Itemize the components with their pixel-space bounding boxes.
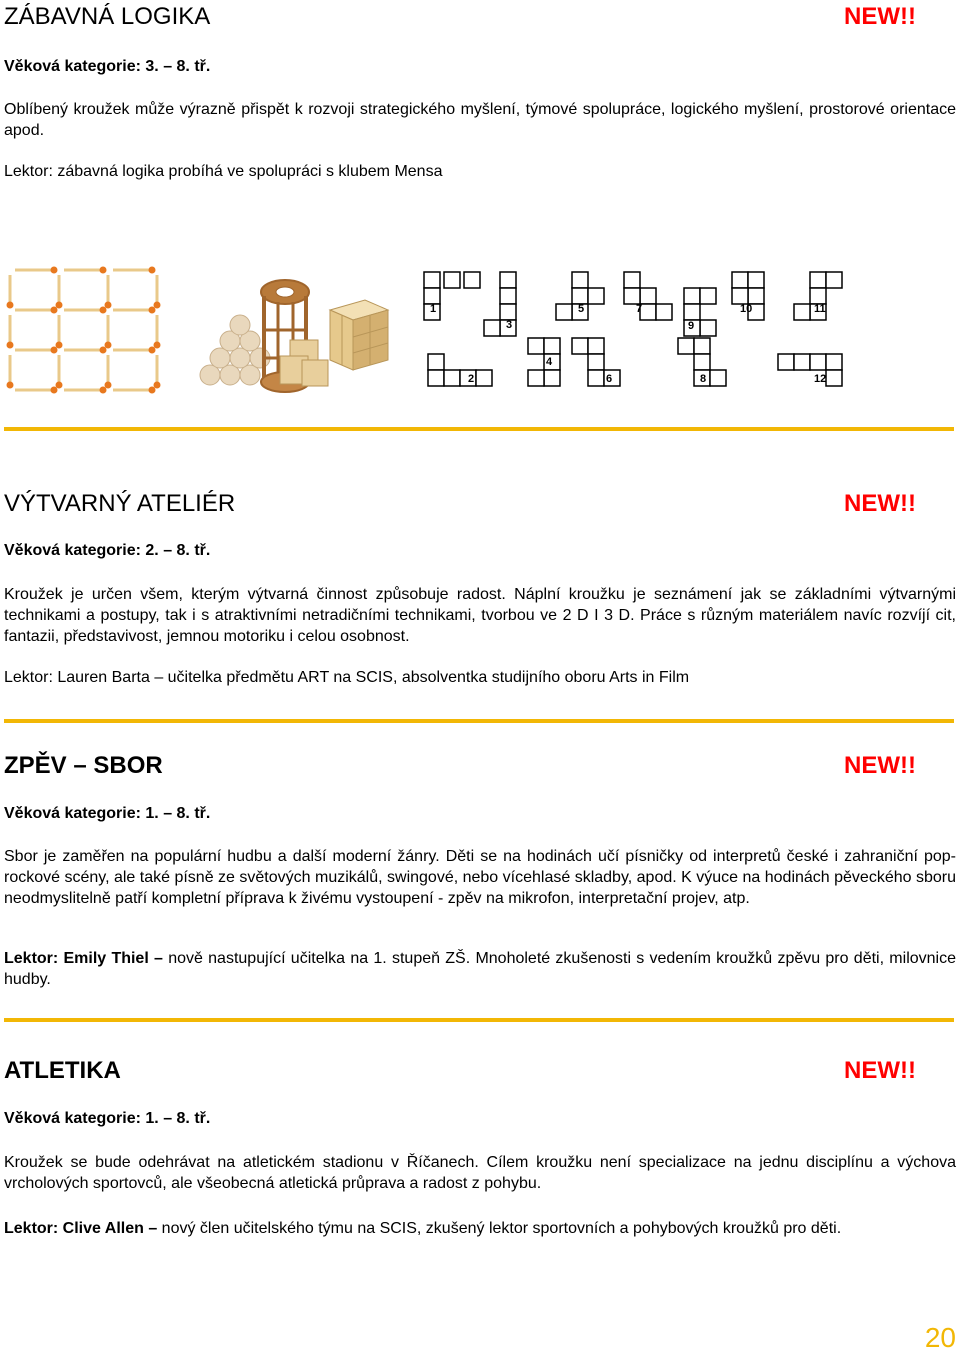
section-title-atelier: VÝTVARNÝ ATELIÉR: [4, 490, 236, 517]
cube-nets-puzzle-image: [422, 268, 862, 394]
svg-text:6: 6: [606, 373, 613, 385]
matchstick-puzzle-image: [6, 266, 166, 394]
new-badge-sbor: NEW!!: [844, 752, 916, 779]
svg-text:12: 12: [814, 373, 827, 385]
svg-text:3: 3: [506, 319, 513, 331]
page-number: 20: [924, 1322, 956, 1353]
description-sbor: Sbor je zaměřen na populární hudbu a další moderní žánry. Děti se na hodinách učí písničky od interpretů české i zahraniční pop-rockové scény, ale také písně ze světových muzikálů, swingové, nebo vícehlasé skladby, apod. K výuce na hodinách pěveckého sboru neodmyslitelně patří kompletní příprava k živému vystoupení - zpěv na mikrofon, interpretační projev, atp.: [4, 848, 956, 907]
svg-text:10: 10: [740, 303, 753, 315]
svg-text:8: 8: [700, 373, 707, 385]
lector-text: nový člen učitelského týmu na SCIS, zkušený lektor sportovních a pohybových kroužků pro děti.: [157, 1220, 842, 1237]
svg-text:4: 4: [546, 356, 553, 368]
lector-text: : Lauren Barta – učitelka předmětu ART na SCIS, absolventka studijního oboru Arts in Film: [48, 669, 690, 686]
svg-text:2: 2: [468, 373, 475, 385]
section-title-sbor: ZPĚV – SBOR: [4, 752, 163, 779]
age-category-sbor: Věková kategorie: 1. – 8. tř.: [4, 805, 211, 822]
section-divider: [4, 426, 954, 432]
new-badge-logika: NEW!!: [844, 3, 916, 30]
lector-label: Lektor: Emily Thiel –: [4, 950, 163, 967]
svg-text:11: 11: [814, 303, 826, 315]
lector-logika: [4, 161, 956, 182]
age-category-atletika: Věková kategorie: 1. – 8. tř.: [4, 1110, 211, 1127]
lector-label: Lektor: Clive Allen –: [4, 1220, 158, 1237]
age-category-atelier: Věková kategorie: 2. – 8. tř.: [4, 542, 211, 559]
lector-text: nově nastupující učitelka na 1. stupeň ZŠ. Mnoholeté zkušenosti s vedením kroužků zpěvu pro děti, milovnice hudby.: [4, 950, 956, 988]
lector-atletika: [4, 1218, 956, 1239]
svg-text:7: 7: [636, 303, 643, 315]
lector-atelier: [4, 667, 956, 688]
lector-label: Lektor: [4, 669, 49, 686]
lector-sbor: [4, 948, 956, 990]
section-title-atletika: ATLETIKA: [4, 1057, 121, 1084]
description-atelier: Kroužek je určen všem, kterým výtvarná činnost způsobuje radost. Náplní kroužku je seznámení jak se základními výtvarnými technikami a postupy, tak i s atraktivními netradičními technikami, tvorbou ve 2 D I 3 D. Práce s různým materiálem navíc rozvíjí cit, fantazii, představivost, jemnou motoriku i celou osobnost.: [4, 586, 956, 645]
lector-text: : zábavná logika probíhá ve spolupráci s klubem Mensa: [48, 163, 443, 180]
description-atletika: Kroužek se bude odehrávat na atletickém stadionu v Říčanech. Cílem kroužku není specializace na jednu disciplínu a výchova vrcholových sportovců, ale všeobecná atletická průprava a radost z pohybu.: [4, 1154, 956, 1192]
wooden-puzzles-image: [190, 270, 390, 410]
lector-label: Lektor: [4, 163, 49, 180]
svg-text:5: 5: [578, 303, 585, 315]
svg-text:1: 1: [430, 303, 437, 315]
section-title-logika: ZÁBAVNÁ LOGIKA: [4, 3, 211, 30]
svg-text:9: 9: [688, 320, 695, 332]
section-divider: [4, 718, 954, 724]
section-divider: [4, 1017, 954, 1023]
description-logika: Oblíbený kroužek může výrazně přispět k rozvoji strategického myšlení, týmové spolupráce, logického myšlení, prostorové orientace apod.: [4, 101, 956, 139]
new-badge-atletika: NEW!!: [844, 1057, 916, 1084]
age-category-logika: Věková kategorie: 3. – 8. tř.: [4, 58, 211, 75]
new-badge-atelier: NEW!!: [844, 490, 916, 517]
